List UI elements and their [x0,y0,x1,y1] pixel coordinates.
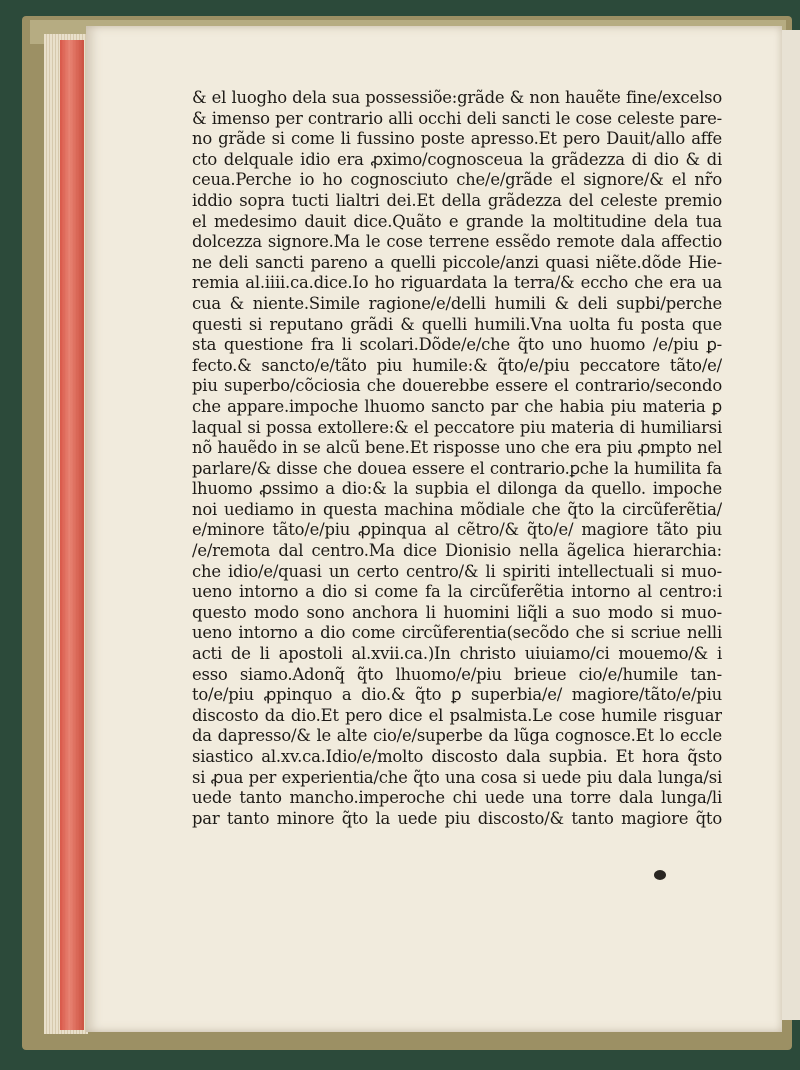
text-line: siastico al.xv.ca.Idio/e/molto discosto dala supbia. Et hora q̃sto [192,747,722,766]
text-line: el medesimo dauit dice.Quãto e grande la moltitudine dela tua [192,211,722,231]
text-line: ne deli sancti pareno a quelli piccole/anzi quasi niẽte.dõde Hie- [192,252,722,272]
text-line: sta questione fra li scolari.Dõde/e/che q̃to uno huomo /e/piu ꝑ- [192,335,722,355]
text-line: dolcezza signore.Ma le cose terrene essẽdo remote dala affectio [192,232,722,252]
text-line: fecto.& sancto/e/tãto piu humile:& q̃to/e/piu peccatore tãto/e/ [192,355,722,375]
text-line: questi si reputano grãdi & quelli humili.Vna uolta fu posta que [192,314,722,334]
text-line: discosto da dio.Et pero dice el psalmista.Le cose humile risguar [192,705,722,725]
text-line: par tanto minore q̃to la uede piu discosto/& tanto magiore q̃to [192,808,722,828]
red-page-edge [60,40,84,1030]
text-line: acti de li apostoli al.xvii.ca.)In christo uiuiamo/ci mouemo/& i [192,644,722,664]
text-line: nõ hauẽdo in se alcũ bene.Et risposse uno che era piu ꝓmpto nel [192,438,722,458]
text-line: cua & niente.Simile ragione/e/delli humili & deli supbi/perche [192,293,722,313]
text-line: piu superbo/cõciosia che douerebbe essere el contrario/secondo [192,376,722,396]
ink-blot [654,870,666,880]
text-line: noi uediamo in questa machina mõdiale che q̃to la circũferẽtia/ [192,499,722,519]
text-line: lhuomo ꝓssimo a dio:& la supbia el dilonga da quello. impoche [192,479,722,499]
text-line: che idio/e/quasi un certo centro/& li spiriti intellectuali si muo- [192,561,722,581]
text-line: ueno intorno a dio come circũferentia(secõdo che si scriue nelli [192,623,722,643]
text-line: & el luogho dela sua possessiõe:grãde & non hauẽte fine/excelso [192,88,722,107]
text-line: da dapresso/& le alte cio/e/superbe da lũga cognosce.Et lo eccle [192,726,722,746]
page-text-block [192,88,722,829]
text-line: ceua.Perche io ho cognosciuto che/e/grãde el signore/& el nr̃o [192,170,722,190]
text-line: & imenso per contrario alli occhi deli sancti le cose celeste pare- [192,108,722,128]
facing-page-strip [782,30,800,1020]
text-line: remia al.iiii.ca.dice.Io ho riguardata la terra/& eccho che era ua [192,273,722,293]
text-line: e/minore tãto/e/piu ꝓpinqua al cẽtro/& q̃to/e/ magiore tãto piu [192,520,722,540]
text-line: /e/remota dal centro.Ma dice Dionisio nella ãgelica hierarchia: [192,541,722,561]
text-line: questo modo sono anchora li huomini liq̃li a suo modo si muo- [192,602,722,622]
text-line: uede tanto mancho.imperoche chi uede una torre dala lunga/li [192,788,722,808]
text-line: iddio sopra tucti lialtri dei.Et della grãdezza del celeste premio [192,190,722,210]
text-line: si ꝓua per experientia/che q̃to una cosa si uede piu dala lunga/si [192,767,722,787]
text-line: cto delquale idio era ꝓximo/cognosceua la grãdezza di dio & di [192,149,722,169]
text-line: no grãde si come li fussino poste apresso.Et pero Dauit/allo affe [192,129,722,149]
text-line: laqual si possa extollere:& el peccatore piu materia di humiliarsi [192,417,722,437]
text-line: to/e/piu ꝓpinquo a dio.& q̃to ꝑ superbia/e/ magiore/tãto/e/piu [192,685,722,705]
text-line: esso siamo.Adonq̃ q̃to lhuomo/e/piu brieue cio/e/humile tan- [192,664,722,684]
text-line: che appare.impoche lhuomo sancto par che habia piu materia ꝑ [192,396,722,416]
text-line: ueno intorno a dio si come fa la circũferẽtia intorno al centro:i [192,582,722,602]
text-line: parlare/& disse che douea essere el contrario.ꝑche la humilita fa [192,458,722,478]
